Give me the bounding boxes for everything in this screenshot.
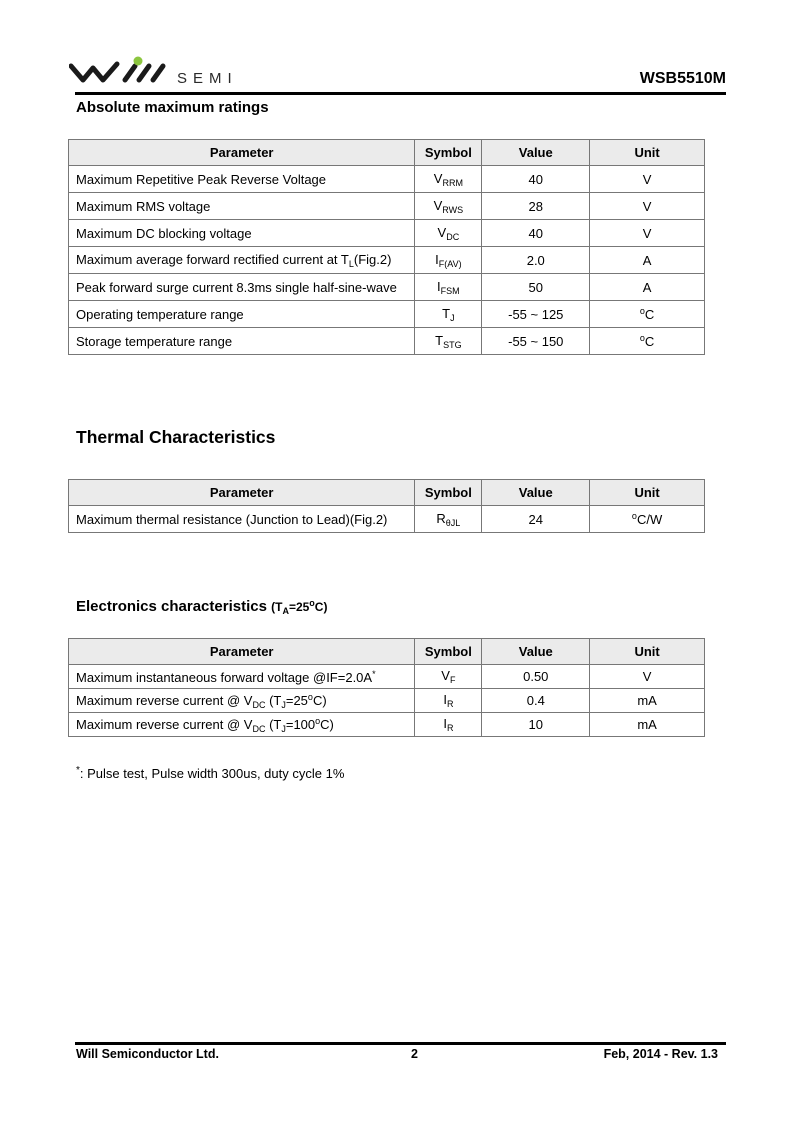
header-value: Value	[482, 480, 590, 506]
unit-cell: $^o$C	[590, 328, 705, 355]
value-cell: 40	[482, 166, 590, 193]
table-header-row	[69, 639, 705, 665]
header-parameter: Parameter	[69, 639, 415, 665]
table-row	[69, 220, 705, 247]
unit-cell: V	[590, 193, 705, 220]
symbol-cell: $V_F$	[415, 665, 482, 689]
value-cell: 10	[482, 713, 590, 737]
value-cell: 28	[482, 193, 590, 220]
unit-cell: $^o$C	[590, 301, 705, 328]
document-part-number: WSB5510M	[639, 70, 726, 87]
parameter-cell: Maximum average forward rectified current at $T_L(Fig.2)$	[69, 247, 415, 274]
value-cell: 2.0	[482, 247, 590, 274]
header-unit: Unit	[590, 639, 705, 665]
value-cell: 0.4	[482, 689, 590, 713]
header-symbol: Symbol	[415, 480, 482, 506]
header-symbol: Symbol	[415, 639, 482, 665]
absolute-max-ratings-table	[68, 139, 705, 355]
header-value: Value	[482, 140, 590, 166]
parameter-cell: Maximum reverse current @ $V_{DC}$ $(T_J=100^oC)$	[69, 713, 415, 737]
symbol-cell: $I_{F(AV)}$	[415, 247, 482, 274]
header-value: Value	[482, 639, 590, 665]
parameter-cell: Maximum instantaneous forward voltage @IF=2.0A*	[69, 665, 415, 689]
section-title-electronics	[76, 598, 327, 616]
symbol-cell: $R_{\theta JL}$	[415, 506, 482, 533]
table-row	[69, 689, 705, 713]
parameter-cell: Maximum DC blocking voltage	[69, 220, 415, 247]
thermal-characteristics-table	[68, 479, 705, 533]
header-parameter: Parameter	[69, 140, 415, 166]
value-cell: -55 ~ 125	[482, 301, 590, 328]
header-divider	[75, 92, 726, 95]
section-title-absolute-max: Absolute maximum ratings	[76, 99, 269, 116]
parameter-cell: Maximum Repetitive Peak Reverse Voltage	[69, 166, 415, 193]
unit-cell: mA	[590, 713, 705, 737]
table-row	[69, 274, 705, 301]
parameter-cell: Operating temperature range	[69, 301, 415, 328]
unit-cell: V	[590, 166, 705, 193]
unit-cell: mA	[590, 689, 705, 713]
electronics-characteristics-table	[68, 638, 705, 737]
company-logo	[69, 56, 259, 88]
parameter-cell: Maximum thermal resistance (Junction to Lead)(Fig.2)	[69, 506, 415, 533]
value-cell: 0.50	[482, 665, 590, 689]
table-row	[69, 166, 705, 193]
footer-revision: Feb, 2014 - Rev. 1.3	[603, 1047, 718, 1061]
section-title-thermal: Thermal Characteristics	[76, 427, 276, 447]
value-cell: 24	[482, 506, 590, 533]
symbol-cell: $V_{RWS}$	[415, 193, 482, 220]
will-logo-mark	[69, 56, 179, 88]
header-symbol: Symbol	[415, 140, 482, 166]
table-header-row	[69, 480, 705, 506]
unit-cell: $^o$C/W	[590, 506, 705, 533]
logo-semi-text: SEMI	[177, 70, 238, 87]
unit-cell: A	[590, 274, 705, 301]
unit-cell: V	[590, 665, 705, 689]
table-header-row	[69, 140, 705, 166]
value-cell: 50	[482, 274, 590, 301]
symbol-cell: $V_{DC}$	[415, 220, 482, 247]
parameter-cell: Maximum RMS voltage	[69, 193, 415, 220]
value-cell: -55 ~ 150	[482, 328, 590, 355]
parameter-cell: Maximum reverse current @ $V_{DC}$ $(T_J=25^oC)$	[69, 689, 415, 713]
symbol-cell: $I_R$	[415, 713, 482, 737]
parameter-cell: Peak forward surge current 8.3ms single half-sine-wave	[69, 274, 415, 301]
symbol-cell: $I_{FSM}$	[415, 274, 482, 301]
table-row	[69, 247, 705, 274]
symbol-cell: $T_{STG}$	[415, 328, 482, 355]
footer-page-number: 2	[411, 1047, 418, 1061]
footnote: *: Pulse test, Pulse width 300us, duty cycle 1%	[76, 765, 345, 781]
table-row	[69, 193, 705, 220]
symbol-cell: $I_R$	[415, 689, 482, 713]
electronics-title-text: Electronics characteristics	[76, 598, 267, 615]
header-parameter: Parameter	[69, 480, 415, 506]
table-row	[69, 301, 705, 328]
table-row	[69, 506, 705, 533]
footer-divider	[75, 1042, 726, 1045]
value-cell: 40	[482, 220, 590, 247]
symbol-cell: $T_J$	[415, 301, 482, 328]
parameter-cell: Storage temperature range	[69, 328, 415, 355]
symbol-cell: $V_{RRM}$	[415, 166, 482, 193]
header-unit: Unit	[590, 140, 705, 166]
unit-cell: V	[590, 220, 705, 247]
header-unit: Unit	[590, 480, 705, 506]
table-row	[69, 665, 705, 689]
test-condition: $(T_A=25^oC)$	[271, 598, 328, 616]
footer-company: Will Semiconductor Ltd.	[76, 1047, 219, 1061]
page-header	[69, 56, 726, 96]
table-row	[69, 328, 705, 355]
unit-cell: A	[590, 247, 705, 274]
table-row	[69, 713, 705, 737]
